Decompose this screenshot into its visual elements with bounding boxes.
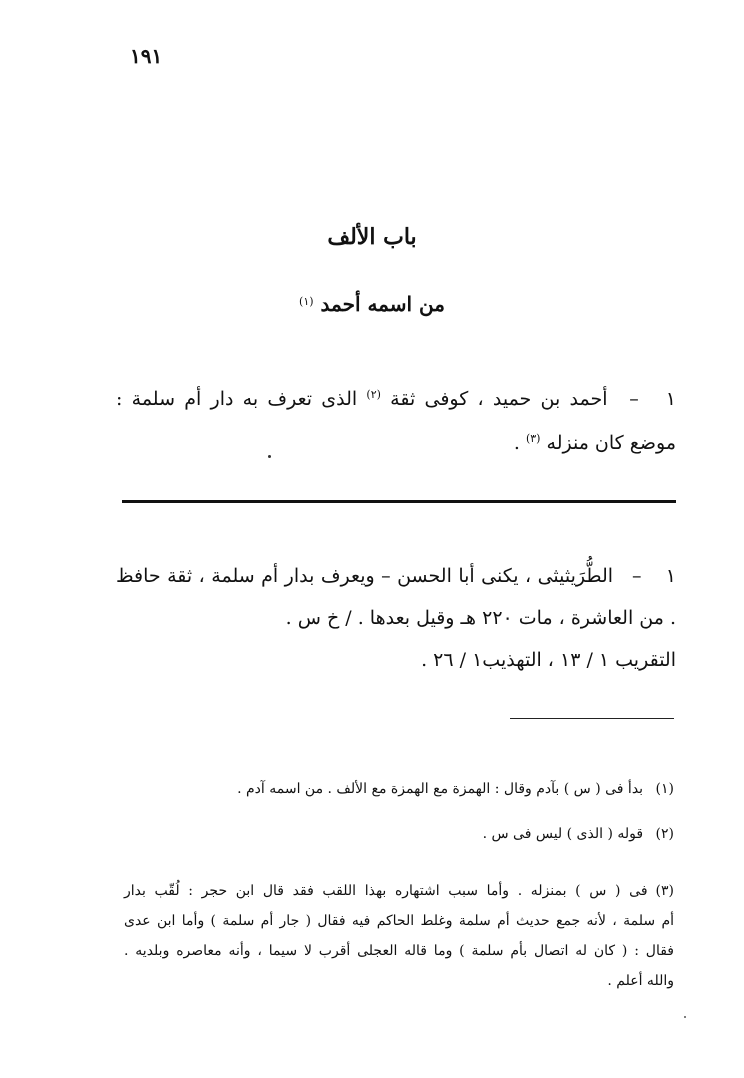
- ink-dot: [268, 455, 271, 458]
- annotation-dash: –: [632, 565, 642, 587]
- footnote-3-line-3: فقال : ( كان له اتصال بأم سلمة ) وما قاله العجلى أقرب لا سيما ، وأنه معاصره وبلديه .: [124, 943, 674, 959]
- footnote-3-line-1-text: فى ( س ) بمنزله . وأما سبب اشتهاره بهذا اللقب فقد قال ابن حجر : لُقّب بدار: [124, 883, 648, 899]
- entry-ahmad-bin-humaid: [116, 375, 676, 463]
- entry-annotation: [116, 555, 676, 681]
- footnote-2: [134, 823, 674, 845]
- section-title-text: من اسمه أحمد: [320, 292, 445, 316]
- entry-footnote-ref-3: (٣): [525, 432, 541, 445]
- entry-number: ١: [665, 388, 676, 410]
- entry-end-mark: .: [513, 432, 520, 454]
- footnote-3-line-2: أم سلمة ، لأنه جمع حديث أم سلمة وغلط الحاكم فيه فقال ( جار أم سلمة ) وأما ابن عدى: [124, 913, 674, 929]
- footnote-2-text: قوله ( الذى ) ليس فى س .: [482, 826, 644, 842]
- footnote-3-line-4: والله أعلم .: [607, 973, 674, 989]
- footnote-1: [134, 778, 674, 800]
- entry-text-part1: أحمد بن حميد ، كوفى ثقة: [390, 388, 608, 410]
- entry-footnote-ref-2: (٢): [366, 388, 381, 401]
- annotation-references: التقريب ١ / ١٣ ، التهذيب١ / ٢٦ .: [421, 649, 676, 671]
- footnote-divider: [510, 718, 674, 719]
- footnote-3-line-1: [124, 876, 674, 906]
- footnote-1-number: (١): [655, 781, 674, 797]
- section-title: [0, 292, 744, 316]
- main-divider: [122, 500, 676, 503]
- chapter-title: باب الألف: [327, 224, 417, 250]
- footnote-3: [124, 876, 674, 996]
- annotation-number: ١: [665, 565, 677, 587]
- annotation-text: الطُّرَيثيثى ، يكنى أبا الحسن – ويعرف بدار أم سلمة ، ثقة حافظ . من العاشرة ، مات ٢٢٠ هـ وقيل بعدها . / خ س .: [116, 565, 676, 629]
- entry-text-part2: الذى تعرف به دار أم سلمة : موضع كان منزله: [116, 388, 676, 454]
- section-footnote-ref: (١): [299, 295, 314, 308]
- entry-dash: –: [629, 388, 639, 410]
- footnote-3-number: (٣): [655, 883, 674, 899]
- page-number: ١٩١: [130, 44, 163, 68]
- footnote-2-number: (٢): [655, 826, 674, 842]
- scan-speck: [684, 1016, 686, 1018]
- footnote-1-text: بدأ فى ( س ) بآدم وقال : الهمزة مع الهمزة مع الألف . من اسمه آدم .: [237, 781, 644, 797]
